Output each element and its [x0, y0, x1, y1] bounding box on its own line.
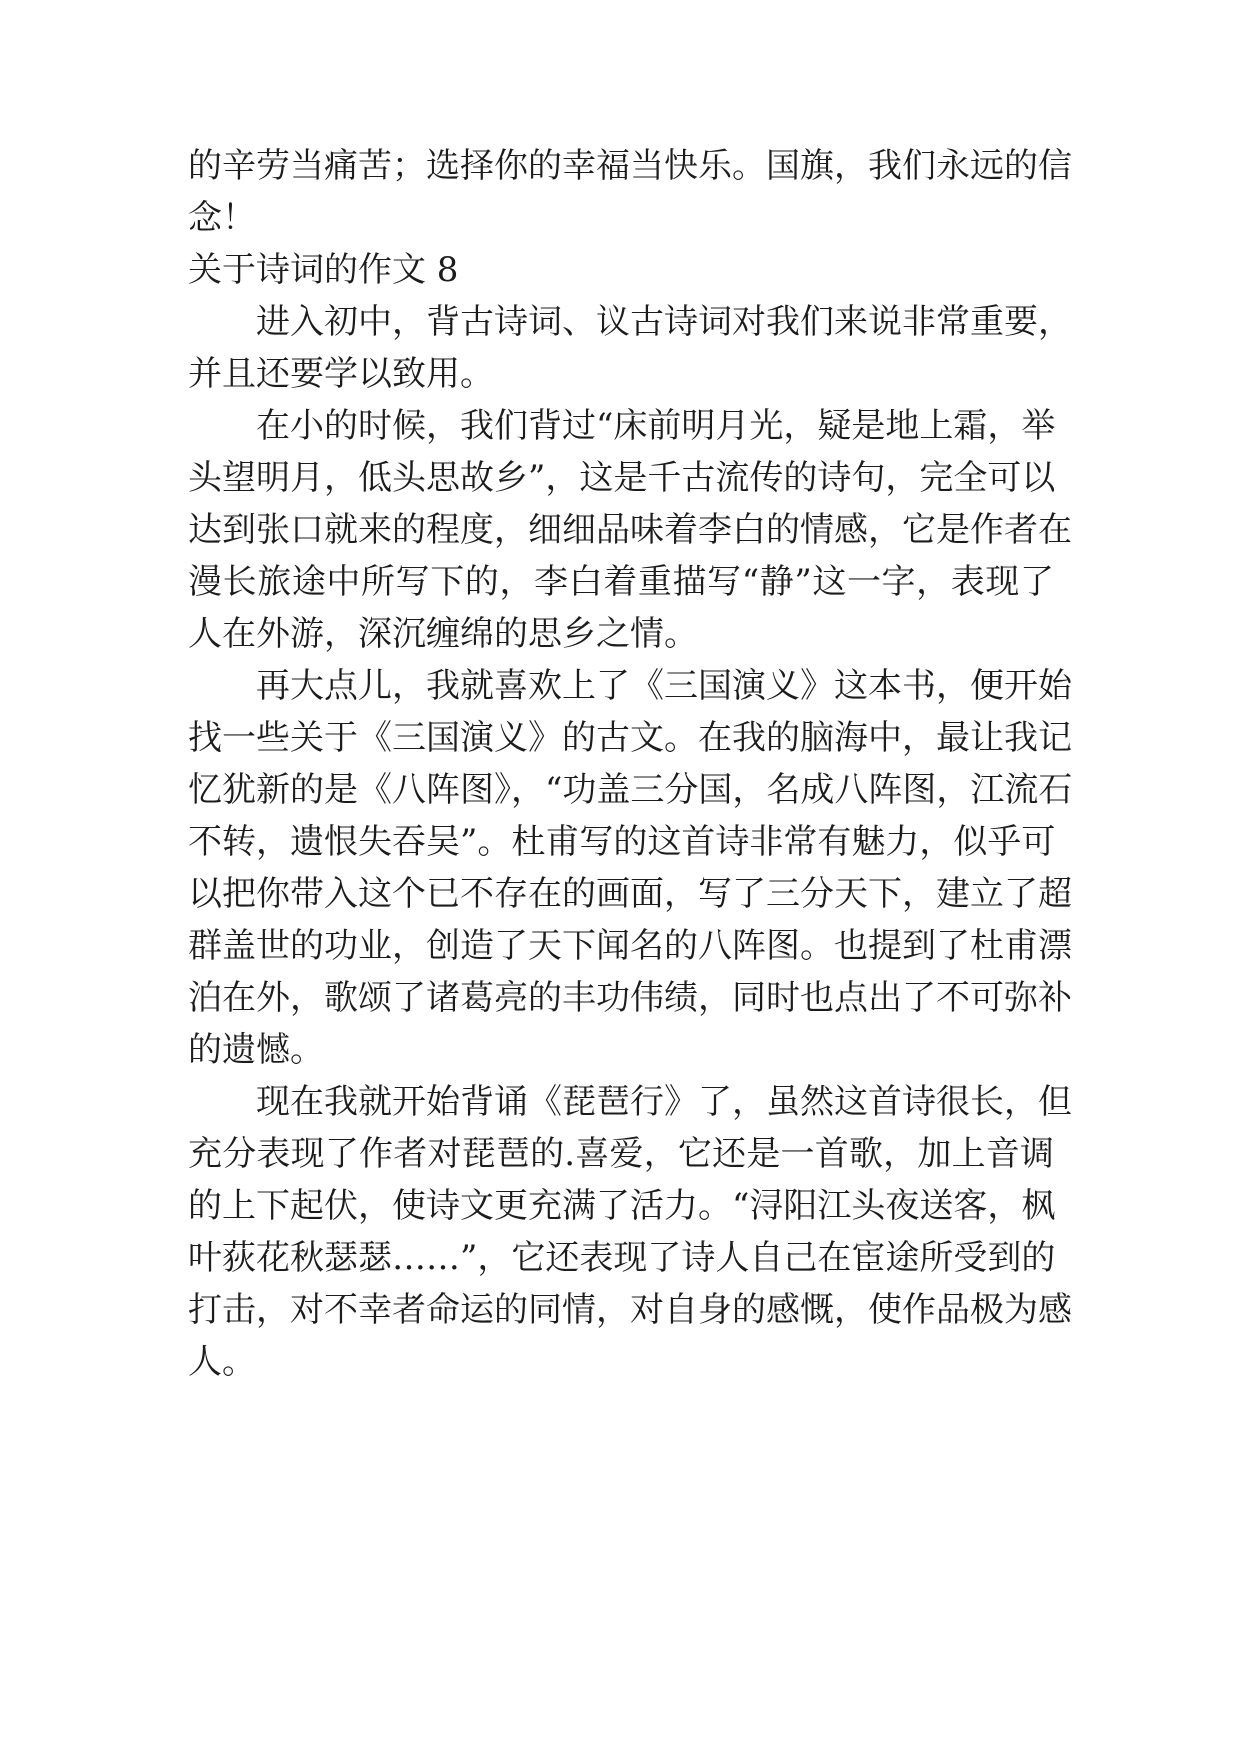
text-line: 群盖世的功业，创造了天下闻名的八阵图。也提到了杜甫漂	[188, 926, 1072, 966]
text-line: 漫长旅途中所写下的，李白着重描写“静”这一字，表现了	[188, 562, 1054, 602]
text-line: 的辛劳当痛苦；选择你的幸福当快乐。国旗，我们永远的信	[188, 146, 1072, 186]
text-line: 并且还要学以致用。	[188, 354, 494, 394]
text-line: 人在外游，深沉缠绵的思乡之情。	[188, 614, 698, 654]
text-line: 以把你带入这个已不存在的画面，写了三分天下，建立了超	[188, 874, 1072, 914]
text-line: 忆犹新的是《八阵图》，“功盖三分国，名成八阵图，江流石	[188, 770, 1073, 810]
text-line: 人。	[188, 1342, 256, 1382]
text-line: 的上下起伏，使诗文更充满了活力。“浔阳江头夜送客，枫	[188, 1186, 1056, 1226]
text-line: 达到张口就来的程度，细细品味着李白的情感，它是作者在	[188, 510, 1072, 550]
text-line: 的遗憾。	[188, 1030, 324, 1070]
text-line: 不转，遗恨失吞吴”。杜甫写的这首诗非常有魅力，似乎可	[188, 822, 1056, 862]
text-line: 再大点儿，我就喜欢上了《三国演义》这本书，便开始	[256, 666, 1072, 706]
text-line: 在小的时候，我们背过“床前明月光，疑是地上霜，举	[256, 406, 1056, 446]
text-line: 打击，对不幸者命运的同情，对自身的感慨，使作品极为感	[188, 1290, 1072, 1330]
text-line: 叶荻花秋瑟瑟……”，它还表现了诗人自己在宦途所受到的	[188, 1238, 1056, 1278]
section-heading: 关于诗词的作文 8	[188, 250, 459, 290]
text-line: 头望明月，低头思故乡”，这是千古流传的诗句，完全可以	[188, 458, 1056, 498]
text-line: 泊在外，歌颂了诸葛亮的丰功伟绩，同时也点出了不可弥补	[188, 978, 1072, 1018]
text-line: 充分表现了作者对琵琶的.喜爱，它还是一首歌，加上音调	[188, 1134, 1054, 1174]
text-line: 找一些关于《三国演义》的古文。在我的脑海中，最让我记	[188, 718, 1072, 758]
text-line: 现在我就开始背诵《琵琶行》了，虽然这首诗很长，但	[256, 1082, 1072, 1122]
text-line: 念！	[188, 198, 256, 238]
text-line: 进入初中，背古诗词、议古诗词对我们来说非常重要，	[256, 302, 1072, 342]
